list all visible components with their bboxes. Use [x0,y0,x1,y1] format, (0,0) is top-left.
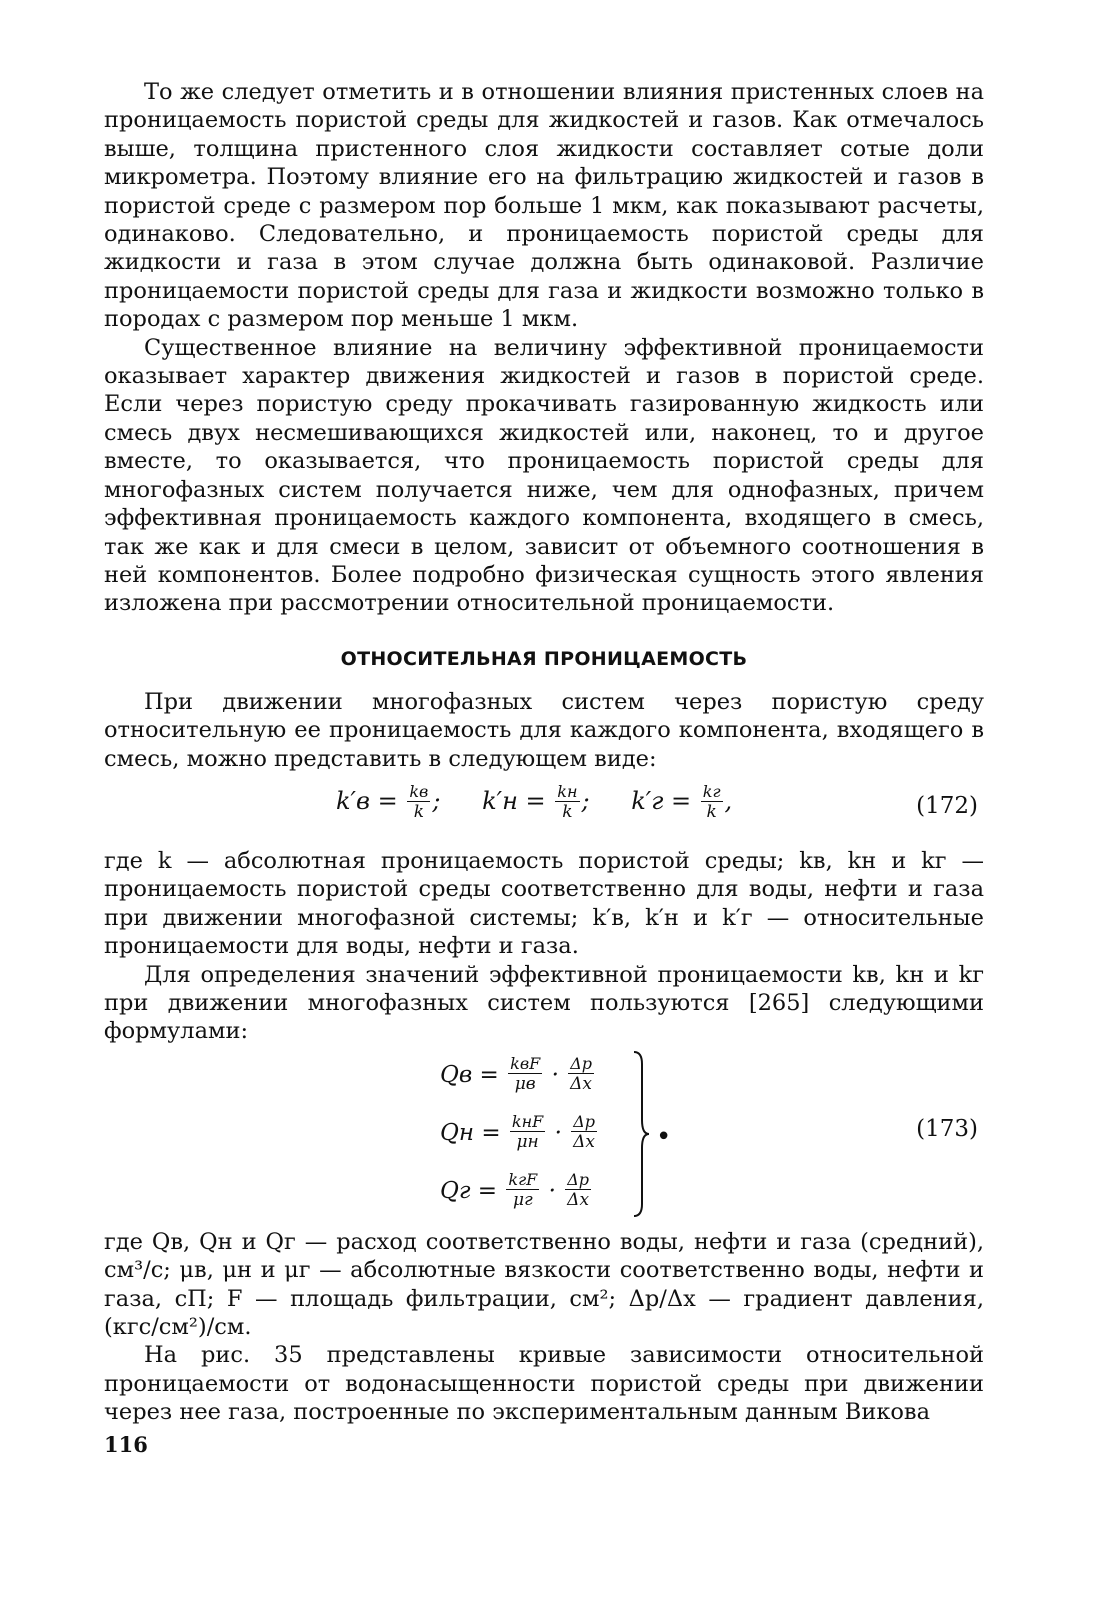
paragraph-figure-reference: На рис. 35 представлены кривые зависимости относительной проницаемости от водонасыщенности пористой среды при движении через нее газа, построенные по экспериментальным данным Викова [104,1342,984,1426]
eq-oil-lhs: k′н [482,786,518,815]
fraction-numerator: kвF [510,1054,541,1074]
gradient-fraction [571,1113,597,1152]
eq-water-lhs: k′в [336,786,370,815]
fraction-denominator: Δx [567,1190,590,1211]
fraction [508,1055,542,1094]
eq-water: k′в = $\frac{kв}{k}$ ; [336,781,441,822]
paragraph-definitions-173: где Qв, Qн и Qг — расход соответственно воды, нефти и газа (средний), см³/с; μв, μн и μг — абсолютные вязкости соответственно воды, нефти и газа, сП; F — площадь фильтрации, см²; Δp/Δx — градиент давления, (кгс/см²)/см. [104,1228,984,1340]
fraction-numerator: kв [409,781,429,801]
paragraph-effective-permeability: Существенное влияние на величину эффективной проницаемости оказывает характер движения жидкостей и газов в пористой среде. Если через пористую среду прокачивать газированную жидкость или смесь двух несмешивающихся жидкостей или, наконец, то и другое вместе, то оказывается, что проницаемость пористой среды для многофазных систем получается ниже, чем для однофазных, причем эффективная проницаемость каждого компонента, входящего в смесь, так же как и для смеси в целом, зависит от объемного соотношения в ней компонентов. Более подробно физическая сущность этого явления изложена при рассмотрении относительной проницаемости. [104,334,984,617]
fraction [510,1113,545,1152]
fraction-denominator: k [706,801,717,822]
fraction-denominator: μв [514,1074,536,1095]
fraction-numerator: kнF [511,1112,544,1132]
fraction-numerator: kг [702,781,721,801]
fraction-numerator: Δp [567,1170,590,1190]
eq-gas-lhs: k′г [631,786,664,815]
row-lhs: Qн [440,1119,475,1146]
paragraph-relative-intro: При движении многофазных систем через пористую среду относительную ее проницаемость для каждого компонента, входящего в смесь, можно представить в следующем виде: [104,688,984,772]
formula-173-period: • [656,1121,672,1152]
paragraph-formulas-intro: Для определения значений эффективной проницаемости kв, kн и kг при движении многофазных систем пользуются [265] следующими формулами: [104,961,984,1045]
fraction-denominator: μг [513,1190,533,1211]
fraction [506,1171,539,1210]
fraction-denominator: k [413,801,424,822]
fraction-denominator: Δx [570,1074,593,1095]
eq-gas: k′г = $\frac{kг}{k}$ , [631,781,733,822]
fraction [701,783,723,822]
eq-oil: k′н = $\frac{kн}{k}$ ; [482,781,590,822]
fraction [555,783,579,822]
row-lhs: Qг [440,1177,471,1204]
formula-173-rows [440,1046,650,1220]
formula-172-expressions [336,783,766,822]
section-title: ОТНОСИТЕЛЬНАЯ ПРОНИЦАЕМОСТЬ [340,647,748,670]
page-body [104,78,984,1427]
right-brace-icon [632,1050,650,1218]
fraction-numerator: Δp [573,1112,595,1132]
fraction [407,783,430,822]
fraction-numerator: Δp [570,1054,592,1074]
formula-173 [104,1046,984,1222]
formula-173-row-water: Qв = $\frac{\text{kвF}}{\mu в}$ · $\frac{\Delta p}{\Delta x}$ [440,1054,593,1095]
formula-172 [104,779,984,839]
fraction-denominator: Δx [573,1132,596,1153]
formula-173-row-oil: Qн = $\frac{\text{kнF}}{\mu н}$ · $\frac{\Delta p}{\Delta x}$ [440,1112,596,1153]
fraction-denominator: μн [516,1132,539,1153]
gradient-fraction [568,1055,594,1094]
row-lhs: Qв [440,1061,473,1088]
fraction-denominator: k [562,801,573,822]
gradient-fraction [565,1171,591,1210]
page-number: 116 [104,1432,148,1457]
fraction-numerator: kн [557,781,578,801]
equation-number-173: (173) [916,1115,978,1142]
equation-number-172: (172) [916,792,978,819]
paragraph-wall-layers: То же следует отметить и в отношении влияния пристенных слоев на проницаемость пористой среды для жидкостей и газов. Как отмечалось выше, толщина пристенного слоя жидкости составляет сотые доли микрометра. Поэтому влияние его на фильтрацию жидкостей и газов в пористой среде с размером пор больше 1 мкм, как показывают расчеты, одинаково. Следовательно, и проницаемость пористой среды для жидкости и газа в этом случае должна быть одинаковой. Различие проницаемости пористой среды для газа и жидкости возможно только в породах с размером пор меньше 1 мкм. [104,79,984,333]
formula-173-row-gas: Qг = $\frac{\text{kгF}}{\mu г}$ · $\frac{\Delta p}{\Delta x}$ [440,1170,590,1211]
fraction-numerator: kгF [508,1170,538,1190]
paragraph-definitions-172: где k — абсолютная проницаемость пористой среды; kв, kн и kг — проницаемость пористой среды соответственно для воды, нефти и газа при движении многофазной системы; k′в, k′н и k′г — относительные проницаемости для воды, нефти и газа. [104,847,984,960]
